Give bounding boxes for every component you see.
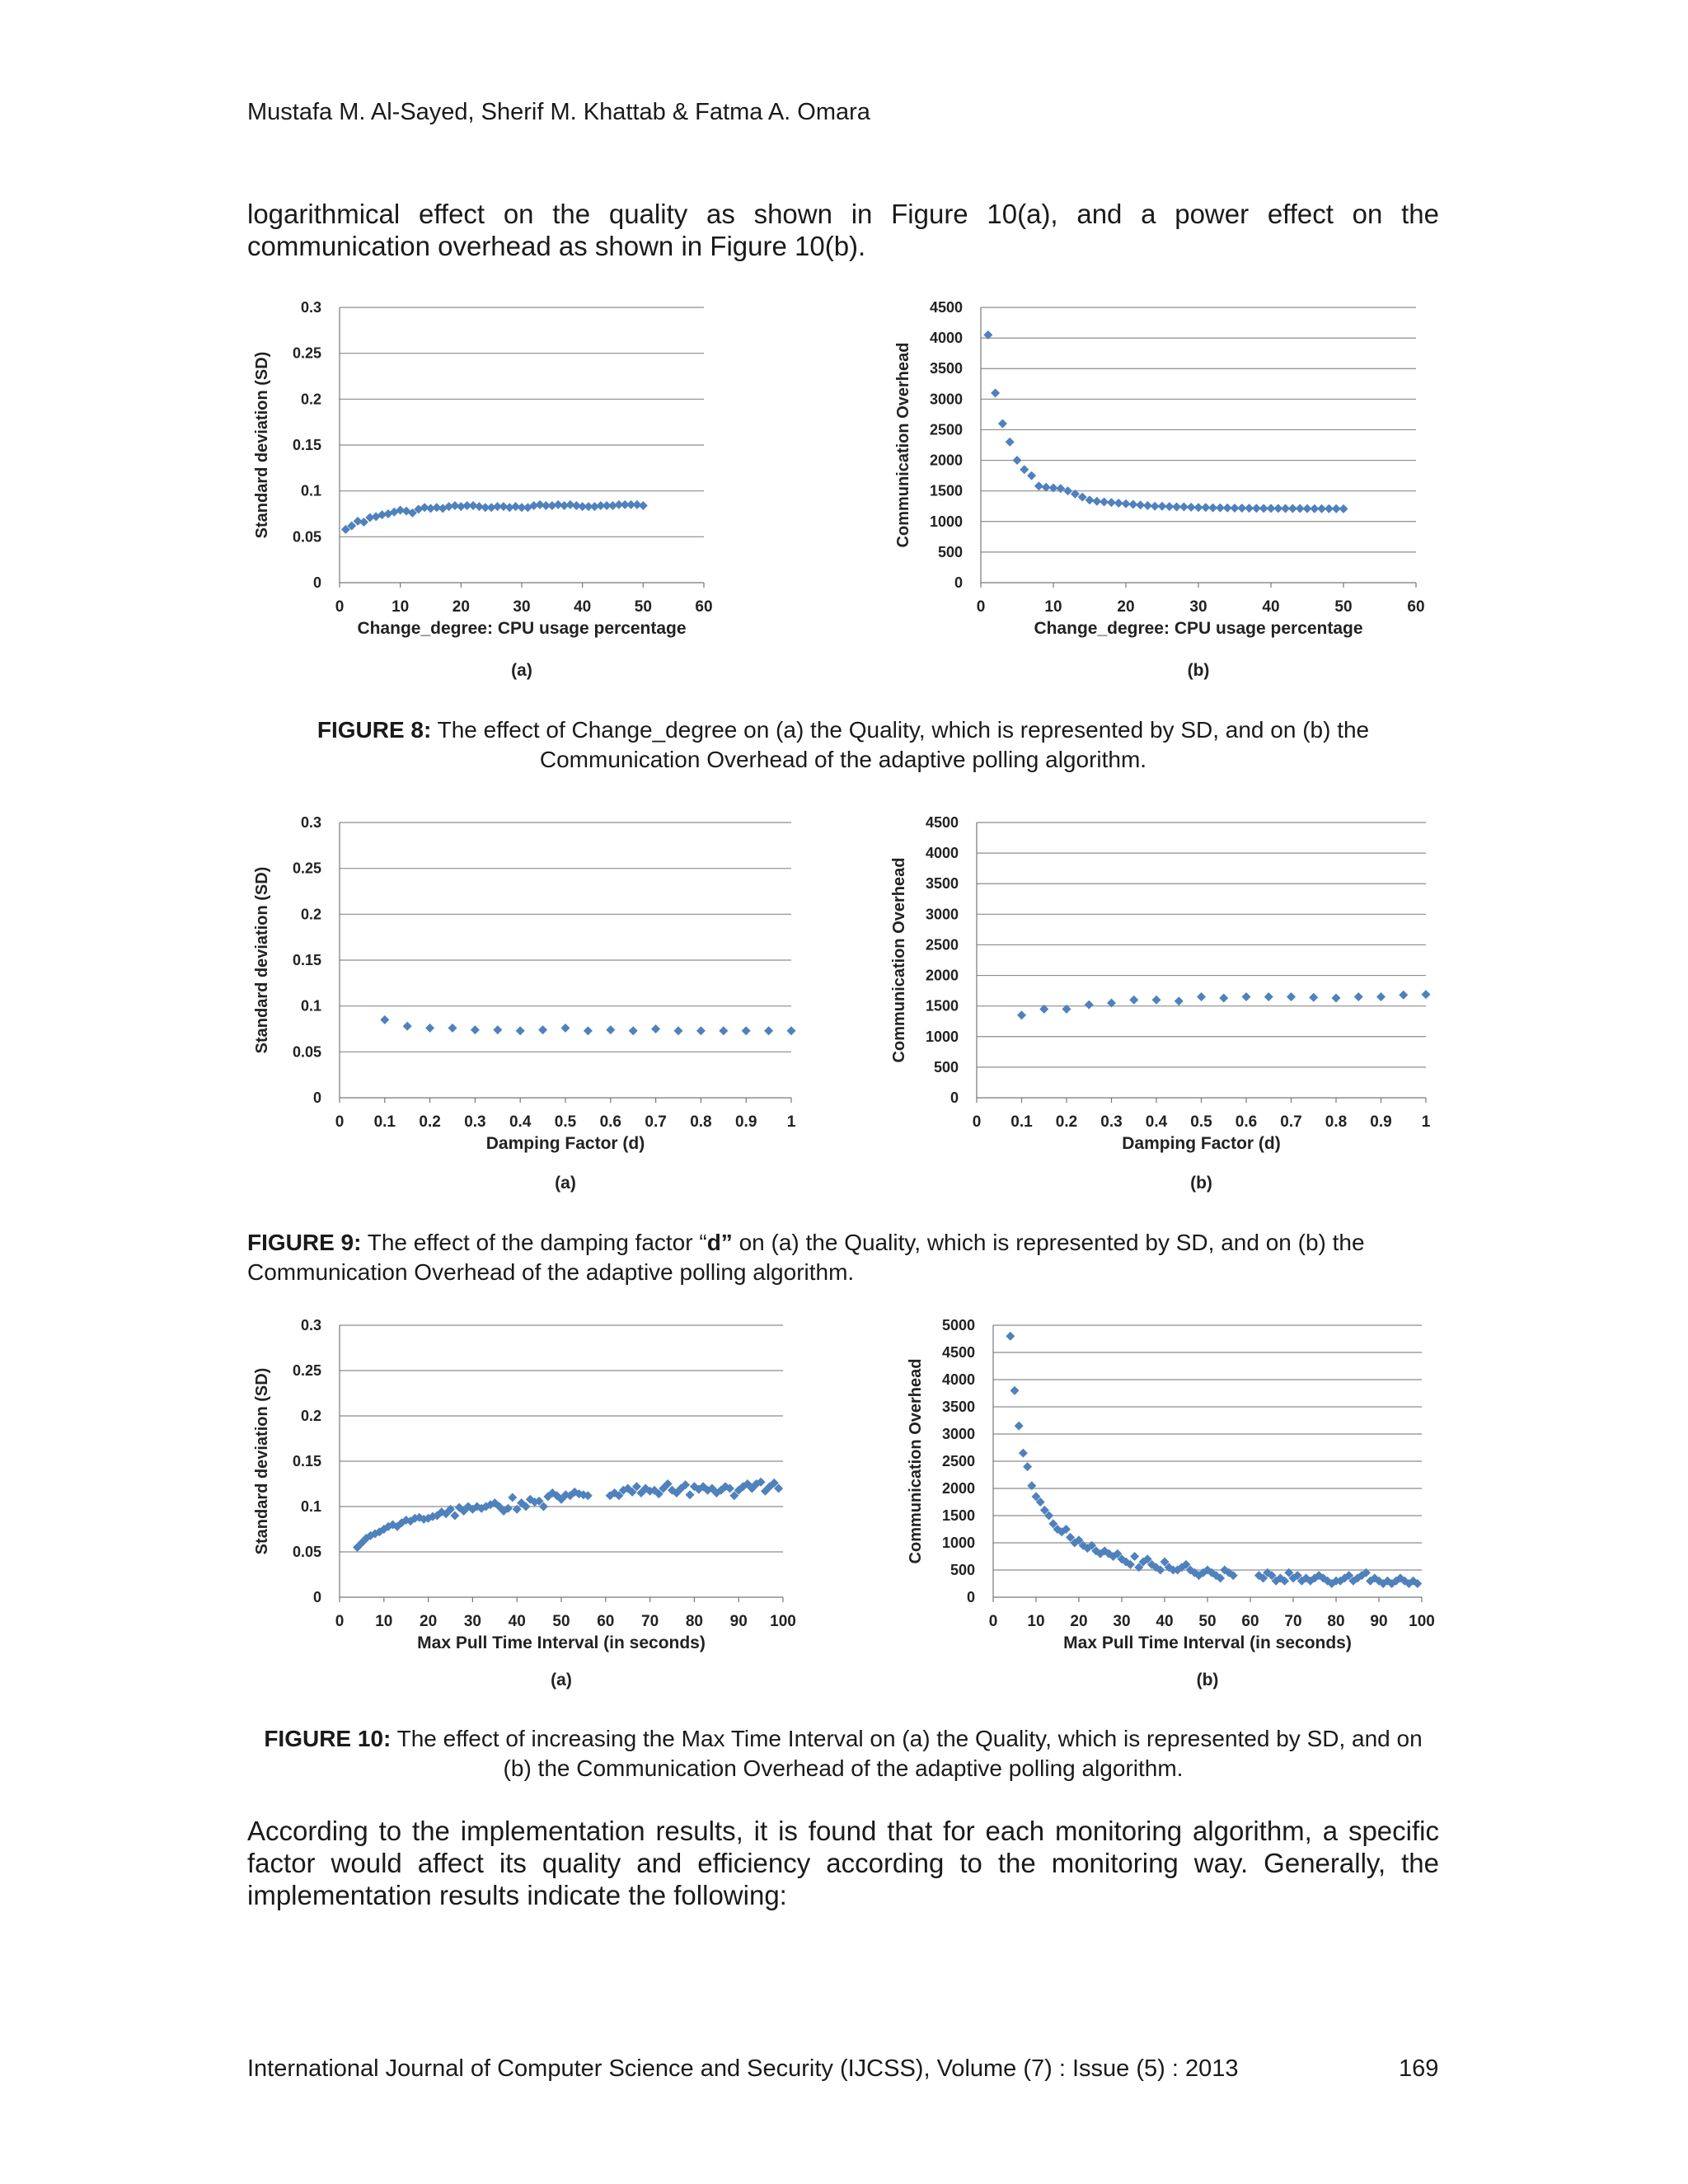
gridlines bbox=[977, 823, 1426, 1098]
x-tick-label: 0.9 bbox=[734, 1113, 757, 1131]
y-tick-label: 3500 bbox=[929, 360, 963, 377]
data-point bbox=[1114, 499, 1123, 508]
y-tick-label: 0 bbox=[312, 1090, 321, 1106]
data-point bbox=[1017, 1010, 1026, 1019]
x-tick-label: 0.8 bbox=[690, 1113, 712, 1131]
x-tick-label: 40 bbox=[574, 598, 592, 616]
data-point bbox=[1219, 994, 1228, 1003]
y-tick-label: 2000 bbox=[929, 452, 963, 469]
data-point bbox=[1107, 498, 1116, 507]
x-tick-label: 30 bbox=[463, 1613, 481, 1630]
y-tick-label: 0.2 bbox=[300, 1408, 321, 1424]
data-point bbox=[448, 1024, 457, 1033]
x-tick-label: 50 bbox=[634, 598, 652, 616]
data-point bbox=[1015, 1422, 1024, 1431]
data-point bbox=[1130, 1552, 1139, 1561]
x-axis-label: Change_degree: CPU usage percentage bbox=[1034, 619, 1363, 638]
y-tick-label: 3500 bbox=[925, 875, 959, 893]
panel-label: (b) bbox=[1187, 661, 1210, 680]
figure-8b-chart bbox=[890, 293, 1451, 705]
data-point bbox=[508, 1493, 517, 1502]
x-tick-label: 100 bbox=[1409, 1613, 1435, 1630]
x-tick-label: 20 bbox=[420, 1613, 438, 1630]
data-point bbox=[1332, 994, 1341, 1003]
data-point bbox=[787, 1026, 796, 1035]
y-tick-label: 500 bbox=[937, 543, 963, 560]
x-tick-label: 90 bbox=[729, 1613, 748, 1630]
figure-10-caption-text: The effect of increasing the Max Time Interval on (a) the Quality, which is represented by SD, and on (b) the Communication Overhead of the adaptive polling algorithm. bbox=[391, 1726, 1423, 1781]
data-point bbox=[1122, 499, 1131, 509]
y-tick-label: 4000 bbox=[929, 330, 963, 347]
data-point bbox=[1020, 465, 1029, 474]
y-axis-label: Standard deviation (SD) bbox=[253, 351, 271, 539]
data-point bbox=[1006, 1332, 1015, 1341]
x-tick-label: 0.7 bbox=[1280, 1113, 1302, 1131]
y-tick-label: 0 bbox=[312, 574, 321, 591]
y-tick-label: 0 bbox=[966, 1589, 975, 1605]
y-tick-label: 0.25 bbox=[292, 344, 321, 362]
figure-9a-chart bbox=[247, 808, 824, 1195]
data-point bbox=[696, 1026, 706, 1035]
journal-footer: International Journal of Computer Science and Security (IJCSS), Volume (7) : Issue (5) : 2013 bbox=[247, 2055, 1239, 2082]
data-point bbox=[1242, 992, 1251, 1001]
figure-9-caption-bold: d” bbox=[706, 1230, 733, 1255]
data-point bbox=[1010, 1386, 1020, 1395]
x-tick-label: 100 bbox=[770, 1613, 796, 1630]
y-tick-label: 2500 bbox=[929, 421, 963, 438]
x-tick-label: 40 bbox=[1262, 598, 1280, 616]
y-tick-label: 0.15 bbox=[292, 437, 321, 453]
x-tick-label: 0.4 bbox=[1145, 1113, 1168, 1131]
y-tick-label: 0 bbox=[954, 574, 963, 591]
y-tick-label: 2000 bbox=[925, 967, 959, 984]
y-tick-label: 3500 bbox=[941, 1399, 975, 1415]
figure-9-caption bbox=[247, 1228, 1439, 1287]
figure-9-label: FIGURE 9: bbox=[247, 1230, 362, 1255]
x-tick-label: 0.9 bbox=[1370, 1113, 1392, 1131]
data-point bbox=[764, 1026, 773, 1035]
y-axis-label: Standard deviation (SD) bbox=[253, 866, 271, 1054]
data-point bbox=[991, 388, 1000, 397]
y-tick-label: 2500 bbox=[941, 1453, 975, 1469]
data-point bbox=[471, 1025, 480, 1034]
y-tick-label: 3000 bbox=[941, 1426, 975, 1442]
gridlines bbox=[340, 307, 704, 583]
x-tick-label: 0 bbox=[976, 598, 986, 616]
y-tick-label: 1500 bbox=[929, 482, 963, 499]
y-tick-label: 500 bbox=[933, 1058, 959, 1076]
x-tick-label: 60 bbox=[695, 598, 713, 616]
x-axis-label: Change_degree: CPU usage percentage bbox=[357, 619, 687, 638]
x-tick-label: 30 bbox=[1113, 1613, 1131, 1630]
x-tick-label: 30 bbox=[1189, 598, 1207, 616]
data-point bbox=[1354, 992, 1363, 1001]
y-tick-label: 1500 bbox=[925, 997, 959, 1015]
x-tick-label: 1 bbox=[786, 1113, 796, 1131]
figure-9-caption-text-1: The effect of the damping factor “ bbox=[361, 1230, 707, 1255]
y-tick-label: 0.1 bbox=[300, 997, 321, 1015]
y-tick-label: 1500 bbox=[941, 1507, 975, 1524]
data-point bbox=[719, 1026, 728, 1035]
figure-10-caption bbox=[247, 1724, 1439, 1783]
y-tick-label: 500 bbox=[950, 1562, 975, 1578]
data-point bbox=[1399, 991, 1408, 1000]
y-tick-label: 4500 bbox=[941, 1344, 975, 1361]
data-point bbox=[639, 501, 648, 510]
data-point bbox=[1376, 992, 1386, 1001]
data-point bbox=[1056, 484, 1065, 493]
panel-label: (a) bbox=[555, 1174, 576, 1193]
figure-8-label: FIGURE 8: bbox=[316, 717, 432, 743]
y-tick-label: 0.05 bbox=[292, 1544, 321, 1560]
y-axis-label: Communication Overhead bbox=[894, 342, 912, 548]
x-axis-label: Max Pull Time Interval (in seconds) bbox=[417, 1633, 706, 1652]
figure-10-label: FIGURE 10: bbox=[264, 1726, 392, 1751]
y-tick-label: 4000 bbox=[941, 1371, 975, 1388]
x-tick-label: 0 bbox=[335, 598, 345, 616]
y-tick-label: 0.2 bbox=[300, 391, 321, 408]
data-point bbox=[1339, 504, 1348, 513]
data-point bbox=[1309, 993, 1318, 1002]
y-axis-label: Communication Overhead bbox=[907, 1358, 925, 1564]
x-tick-label: 0.6 bbox=[599, 1113, 622, 1131]
x-tick-label: 0.1 bbox=[1010, 1113, 1033, 1131]
y-tick-label: 0.3 bbox=[300, 1317, 321, 1333]
page-number: 169 bbox=[1399, 2055, 1439, 2082]
x-tick-label: 50 bbox=[1334, 598, 1353, 616]
x-tick-label: 0 bbox=[972, 1113, 982, 1131]
data-point bbox=[1143, 501, 1152, 510]
data-point bbox=[686, 1490, 695, 1499]
data-point bbox=[538, 1025, 547, 1034]
y-tick-label: 0.05 bbox=[292, 1043, 321, 1061]
data-point bbox=[403, 1022, 412, 1031]
y-tick-label: 0.25 bbox=[292, 860, 321, 877]
data-point bbox=[1013, 456, 1022, 465]
x-tick-label: 0 bbox=[335, 1613, 345, 1630]
data-point bbox=[1023, 1462, 1032, 1471]
y-tick-label: 0.25 bbox=[292, 1362, 321, 1379]
y-tick-label: 4500 bbox=[925, 814, 959, 831]
figure-10a-chart bbox=[247, 1310, 824, 1698]
y-tick-label: 0.1 bbox=[300, 1498, 321, 1515]
x-tick-label: 0.2 bbox=[419, 1113, 441, 1131]
x-tick-label: 60 bbox=[597, 1613, 615, 1630]
data-point bbox=[1264, 992, 1273, 1001]
gridlines bbox=[993, 1325, 1422, 1597]
data-point bbox=[1128, 499, 1137, 509]
gridlines bbox=[340, 823, 791, 1098]
x-tick-label: 0.3 bbox=[1100, 1113, 1123, 1131]
data-point bbox=[1006, 438, 1015, 447]
x-tick-label: 10 bbox=[392, 598, 410, 616]
x-tick-label: 10 bbox=[1044, 598, 1062, 616]
data-point bbox=[1287, 992, 1296, 1001]
data-point bbox=[493, 1025, 502, 1034]
data-point bbox=[561, 1024, 570, 1033]
y-tick-label: 0.1 bbox=[300, 482, 321, 499]
panel-label: (a) bbox=[511, 661, 532, 680]
x-tick-label: 40 bbox=[508, 1613, 526, 1630]
panel-label: (b) bbox=[1190, 1174, 1212, 1193]
y-tick-label: 0 bbox=[312, 1589, 321, 1605]
data-point bbox=[742, 1026, 751, 1035]
x-tick-label: 0 bbox=[335, 1113, 345, 1131]
x-tick-label: 0.8 bbox=[1325, 1113, 1348, 1131]
y-tick-label: 4500 bbox=[929, 299, 963, 316]
data-point bbox=[516, 1026, 525, 1035]
data-point bbox=[380, 1015, 389, 1024]
data-point bbox=[425, 1024, 434, 1033]
data-point bbox=[1019, 1449, 1028, 1458]
x-tick-label: 30 bbox=[513, 598, 531, 616]
x-tick-label: 40 bbox=[1156, 1613, 1174, 1630]
figure-9b-chart bbox=[890, 808, 1451, 1195]
data-point bbox=[1136, 500, 1145, 509]
data-point bbox=[1034, 481, 1043, 490]
data-point bbox=[1042, 483, 1051, 492]
data-point bbox=[1197, 992, 1206, 1001]
x-tick-label: 0.6 bbox=[1235, 1113, 1258, 1131]
data-point bbox=[1422, 990, 1431, 999]
x-tick-label: 20 bbox=[452, 598, 470, 616]
x-tick-label: 50 bbox=[552, 1613, 570, 1630]
y-tick-label: 3000 bbox=[925, 906, 959, 923]
y-tick-label: 1000 bbox=[929, 513, 963, 530]
y-tick-label: 0.15 bbox=[292, 1453, 321, 1469]
data-point bbox=[1085, 1001, 1094, 1010]
figure-9-caption-text-2: on (a) the Quality, which is represented by SD, and on (b) the Communication Overhead of the adaptive polling algorithm. bbox=[247, 1230, 1365, 1285]
x-axis-label: Max Pull Time Interval (in seconds) bbox=[1063, 1633, 1352, 1652]
figure-10b-chart bbox=[890, 1310, 1451, 1698]
gridlines bbox=[340, 1325, 783, 1597]
x-tick-label: 20 bbox=[1117, 598, 1135, 616]
x-tick-label: 0.1 bbox=[373, 1113, 396, 1131]
y-tick-label: 0.3 bbox=[300, 299, 321, 316]
data-point bbox=[606, 1025, 615, 1034]
x-tick-label: 10 bbox=[375, 1613, 393, 1630]
data-point bbox=[1092, 497, 1101, 506]
x-axis-label: Damping Factor (d) bbox=[485, 1134, 645, 1153]
y-tick-label: 0 bbox=[950, 1090, 959, 1106]
x-tick-label: 0.7 bbox=[645, 1113, 667, 1131]
y-tick-label: 2500 bbox=[925, 936, 959, 954]
y-axis-label: Standard deviation (SD) bbox=[253, 1367, 271, 1555]
x-axis-label: Damping Factor (d) bbox=[1122, 1134, 1281, 1153]
y-tick-label: 0.15 bbox=[292, 952, 321, 968]
panel-label: (a) bbox=[551, 1671, 572, 1690]
x-tick-label: 1 bbox=[1421, 1113, 1431, 1131]
x-tick-label: 0.3 bbox=[464, 1113, 486, 1131]
y-tick-label: 2000 bbox=[941, 1480, 975, 1497]
data-point bbox=[1129, 996, 1138, 1005]
x-tick-label: 10 bbox=[1027, 1613, 1045, 1630]
gridlines bbox=[981, 307, 1416, 583]
figure-8-caption bbox=[247, 715, 1439, 775]
y-tick-label: 0.05 bbox=[292, 528, 321, 546]
x-tick-label: 70 bbox=[641, 1613, 659, 1630]
data-point bbox=[674, 1026, 683, 1035]
data-point bbox=[1027, 471, 1036, 480]
conclusion-paragraph: According to the implementation results, it is found that for each monitoring algorithm, a specific factor would affect its quality and efficiency according to the monitoring way. Generally, the implementation results indicate the following: bbox=[247, 1816, 1439, 1910]
data-point bbox=[629, 1026, 638, 1035]
panel-label: (b) bbox=[1196, 1671, 1219, 1690]
x-tick-label: 0.2 bbox=[1055, 1113, 1078, 1131]
y-tick-label: 3000 bbox=[929, 391, 963, 408]
y-tick-label: 5000 bbox=[941, 1317, 975, 1333]
y-tick-label: 4000 bbox=[925, 845, 959, 862]
data-point bbox=[998, 419, 1007, 429]
data-point bbox=[584, 1026, 593, 1035]
data-point bbox=[1100, 498, 1109, 507]
x-tick-label: 0.5 bbox=[1190, 1113, 1212, 1131]
figure-8-caption-text: The effect of Change_degree on (a) the Quality, which is represented by SD, and on (b) the Communication Overhead of the adaptive polling algorithm. bbox=[431, 717, 1370, 772]
x-tick-label: 0.5 bbox=[554, 1113, 577, 1131]
y-tick-label: 1000 bbox=[941, 1535, 975, 1551]
x-tick-label: 0.4 bbox=[509, 1113, 532, 1131]
y-axis-label: Communication Overhead bbox=[890, 857, 908, 1063]
x-tick-label: 0 bbox=[988, 1613, 998, 1630]
running-header: Mustafa M. Al-Sayed, Sherif M. Khattab & Fatma A. Omara bbox=[247, 99, 870, 125]
figure-8a-chart bbox=[247, 293, 824, 705]
intro-paragraph: logarithmical effect on the quality as shown in Figure 10(a), and a power effect on the communication overhead as shown in Figure 10(b). bbox=[247, 199, 1439, 261]
x-tick-label: 70 bbox=[1284, 1613, 1302, 1630]
data-point bbox=[651, 1024, 660, 1033]
x-tick-label: 60 bbox=[1407, 598, 1425, 616]
y-tick-label: 1000 bbox=[925, 1028, 959, 1045]
data-point bbox=[1152, 996, 1161, 1005]
x-tick-label: 50 bbox=[1198, 1613, 1217, 1630]
x-tick-label: 20 bbox=[1070, 1613, 1088, 1630]
y-tick-label: 0.2 bbox=[300, 906, 321, 923]
data-point bbox=[1175, 996, 1184, 1005]
x-tick-label: 80 bbox=[1327, 1613, 1345, 1630]
x-tick-label: 80 bbox=[685, 1613, 703, 1630]
x-tick-label: 60 bbox=[1241, 1613, 1259, 1630]
x-tick-label: 90 bbox=[1370, 1613, 1388, 1630]
y-tick-label: 0.3 bbox=[300, 814, 321, 831]
